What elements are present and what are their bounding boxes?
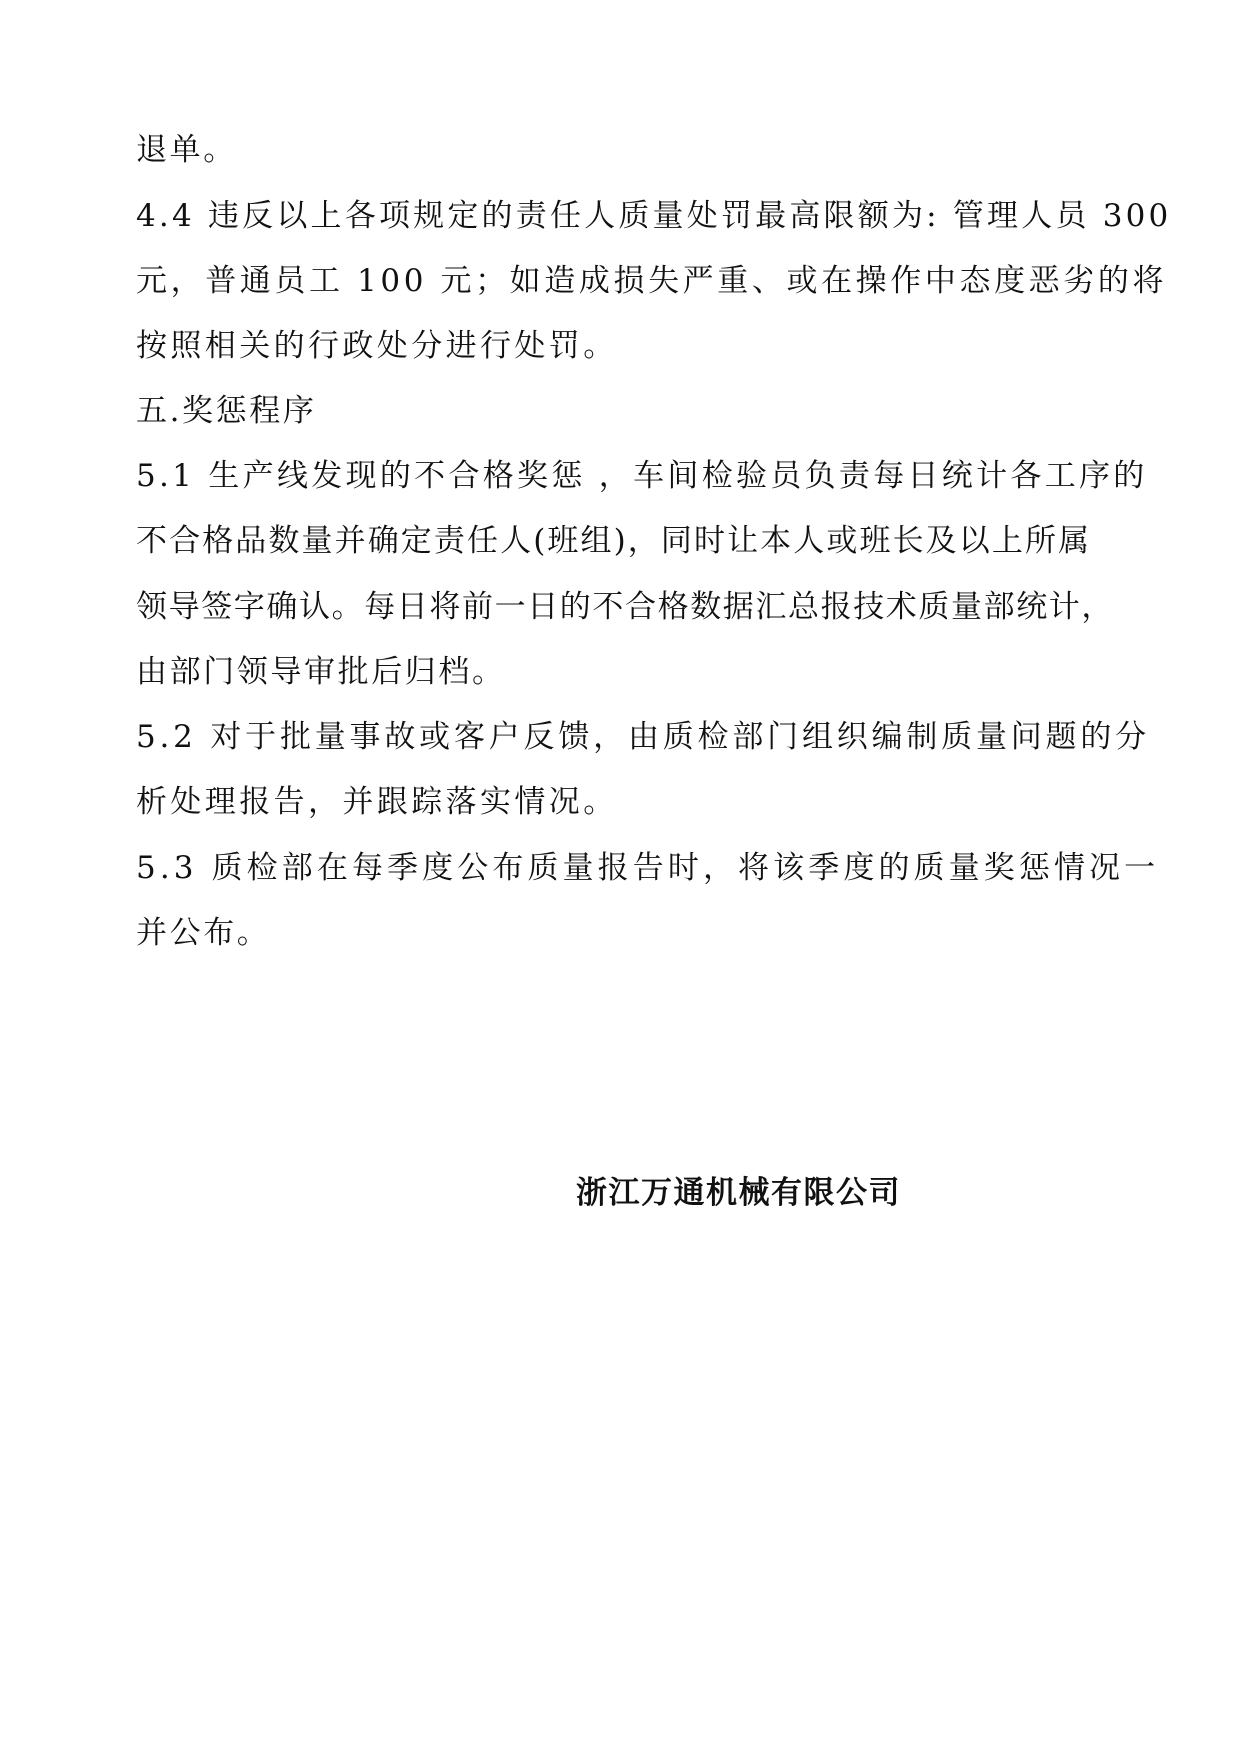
text-line-1: 退单。 (136, 132, 237, 168)
clause-4-4-line-3: 按照相关的行政处分进行处罚。 (136, 328, 618, 364)
clause-5-1-line-4: 由部门领导审批后归档。 (136, 654, 506, 690)
clause-5-2-line-1: 5.2 对于批量事故或客户反馈，由质检部门组织编制质量问题的分 (136, 719, 1150, 755)
clause-5-1-line-3: 领导签字确认。每日将前一日的不合格数据汇总报技术质量部统计， (136, 589, 1114, 625)
clause-5-3-line-2: 并公布。 (136, 915, 271, 951)
clause-5-1-line-2: 不合格品数量并确定责任人(班组)，同时让本人或班长及以上所属 (136, 523, 1092, 559)
clause-5-1-line-1: 5.1 生产线发现的不合格奖惩 ，车间检验员负责每日统计各工序的 (136, 458, 1148, 494)
section-heading: 五.奖惩程序 (136, 393, 317, 429)
clause-4-4-line-2: 元，普通员工 100 元；如造成损失严重、或在操作中态度恶劣的将 (136, 263, 1168, 299)
clause-4-4-line-1: 4.4 违反以上各项规定的责任人质量处罚最高限额为: 管理人员 300 (136, 198, 1172, 234)
clause-5-2-line-2: 析处理报告，并跟踪落实情况。 (136, 784, 618, 820)
clause-5-3-line-1: 5.3 质检部在每季度公布质量报告时，将该季度的质量奖惩情况一 (136, 850, 1160, 886)
company-signature: 浙江万通机械有限公司 (576, 1175, 901, 1211)
